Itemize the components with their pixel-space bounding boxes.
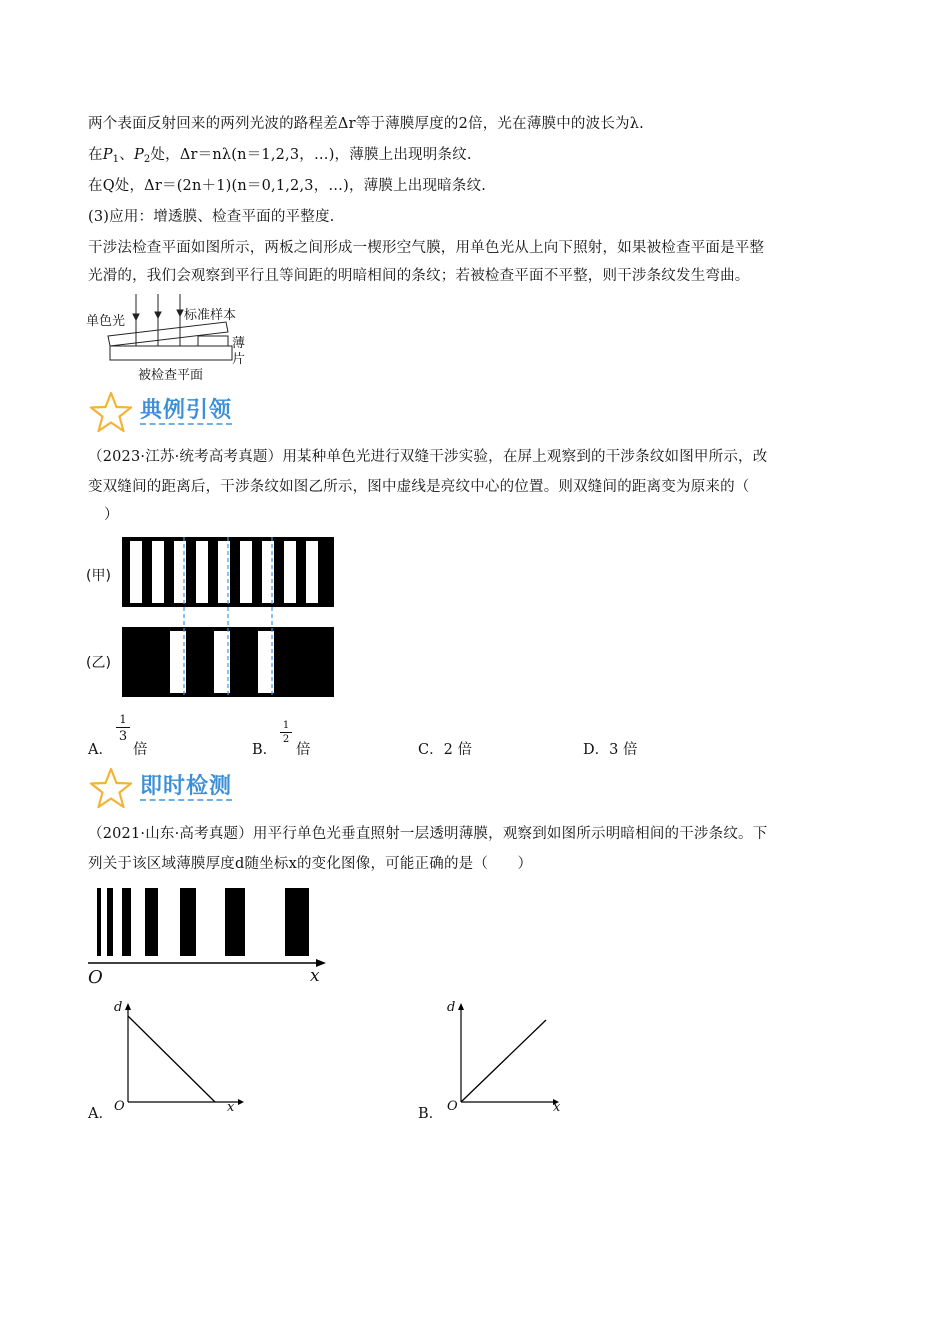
- q1-option-a-letter: A．: [88, 742, 113, 758]
- inspected-plane-plate: [110, 346, 232, 360]
- light-arrows: [133, 294, 183, 320]
- q1-option-b-num: 1: [282, 720, 290, 731]
- q2-line-2: 列关于该区域薄膜厚度d随坐标x的变化图像，可能正确的是（ ）: [88, 856, 533, 872]
- graph-a-o-label: O: [114, 1099, 125, 1114]
- sheet-label-2: 片: [232, 352, 246, 367]
- graph-b-line: [461, 1020, 546, 1102]
- q2-option-b[interactable]: B．: [418, 1106, 444, 1122]
- point-p1: P: [102, 147, 113, 163]
- q1-option-a-num: 1: [119, 713, 127, 726]
- thin-sheet: [198, 336, 228, 346]
- section-header-check: [88, 766, 288, 816]
- q1-option-d-text: 3 倍: [609, 742, 638, 758]
- intro-line-2-sep: 、: [119, 147, 134, 163]
- star-icon: [88, 390, 134, 436]
- intro-line-1: 两个表面反射回来的两列光波的路程差Δr等于薄膜厚度的2倍，光在薄膜中的波长为λ.: [88, 116, 644, 132]
- section-title: 典例引领: [140, 398, 233, 423]
- graph-b-d-label: d: [447, 1000, 456, 1015]
- section-header-examples: [88, 390, 288, 440]
- label-yi: (乙): [86, 655, 111, 671]
- q1-option-b-letter: B．: [252, 742, 278, 758]
- q1-option-d-letter: D．: [583, 742, 610, 758]
- q1-option-a-suffix: 倍: [133, 742, 148, 758]
- q2-origin-label: O: [88, 967, 103, 988]
- wedge-figure: [86, 292, 256, 384]
- intro-line-5: 干涉法检查平面如图所示，两板之间形成一楔形空气膜，用单色光从上向下照射，如果被检查平面是平整: [88, 240, 765, 256]
- fringe-figures: [86, 535, 346, 705]
- q1-option-c[interactable]: [418, 738, 472, 759]
- graph-b-y-arrow: [458, 1003, 464, 1010]
- q1-option-a-bar: [116, 727, 130, 728]
- graph-a-x-label: x: [227, 1100, 235, 1115]
- q2-fringe-svg: [86, 884, 336, 992]
- light-label: 单色光: [86, 314, 126, 329]
- section-underline: [140, 799, 232, 801]
- q2-fringe-figure: [86, 884, 336, 992]
- q1-option-b-den: 2: [282, 734, 290, 745]
- sample-label: 标准样本: [184, 308, 237, 323]
- fringe-svg: [86, 535, 346, 705]
- q2-option-a[interactable]: A．: [88, 1106, 113, 1122]
- q1-option-d[interactable]: [583, 738, 637, 759]
- q1-option-b-bar: [280, 732, 292, 733]
- intro-line-6: 光滑的，我们会观察到平行且等间距的明暗相间的条纹；若被检查平面不平整，则干涉条纹发生弯曲。: [88, 268, 750, 284]
- q1-option-c-letter: C．: [418, 742, 444, 758]
- q1-option-a[interactable]: [88, 738, 113, 759]
- point-p2-sub: 2: [143, 154, 151, 165]
- intro-line-2-rest: 处，Δr＝nλ(n＝1,2,3，…)，薄膜上出现明条纹.: [150, 147, 472, 163]
- intro-line-4: (3)应用：增透膜、检查平面的平整度.: [88, 209, 335, 225]
- plane-label: 被检查平面: [138, 368, 204, 383]
- section-title: 即时检测: [140, 774, 233, 799]
- graph-a-y-arrow: [125, 1003, 131, 1010]
- q1-line-3: ）: [104, 507, 119, 523]
- section-underline: [140, 423, 232, 425]
- q2-graph-a[interactable]: [110, 998, 250, 1120]
- q1-option-b-suffix: 倍: [296, 742, 311, 758]
- q2-dark-fringes: [97, 888, 309, 956]
- fringe-yi-bright: [170, 631, 274, 693]
- q1-line-1: （2023·江苏·统考高考真题）用某种单色光进行双缝干涉实验，在屏上观察到的干涉条纹如图甲所示，改: [88, 449, 768, 465]
- point-p2: P: [133, 147, 144, 163]
- q1-option-b[interactable]: [252, 738, 277, 759]
- q1-option-a-fraction: [116, 713, 130, 744]
- sheet-label-1: 薄: [232, 336, 246, 351]
- point-p1-sub: 1: [112, 154, 120, 165]
- q1-option-a-den: 3: [118, 729, 128, 744]
- q1-option-c-text: 2 倍: [443, 742, 472, 758]
- q1-line-2: 变双缝间的距离后，干涉条纹如图乙所示，图中虚线是亮纹中心的位置。则双缝间的距离变为原来的（: [88, 479, 750, 495]
- fringe-jia-bright: [130, 541, 318, 603]
- q1-option-b-fraction: [280, 720, 292, 745]
- graph-a-line: [128, 1016, 215, 1102]
- graph-b-x-label: x: [553, 1100, 561, 1115]
- graph-a-d-label: d: [114, 1000, 123, 1015]
- star-icon: [88, 766, 134, 812]
- label-jia: (甲): [86, 568, 111, 584]
- q2-graph-b[interactable]: [443, 998, 583, 1120]
- intro-line-2-prefix: 在: [88, 147, 103, 163]
- q2-graph-b-svg: [443, 998, 583, 1120]
- graph-b-o-label: O: [447, 1099, 458, 1114]
- q2-line-1: （2021·山东·高考真题）用平行单色光垂直照射一层透明薄膜，观察到如图所示明暗相间的干涉条纹。下: [88, 826, 768, 842]
- graph-a-x-arrow: [238, 1099, 244, 1105]
- q2-x-label: x: [310, 966, 320, 986]
- intro-line-3: 在Q处，Δr＝(2n＋1)(n＝0,1,2,3，…)，薄膜上出现暗条纹.: [88, 178, 487, 194]
- intro-line-2: [88, 145, 472, 170]
